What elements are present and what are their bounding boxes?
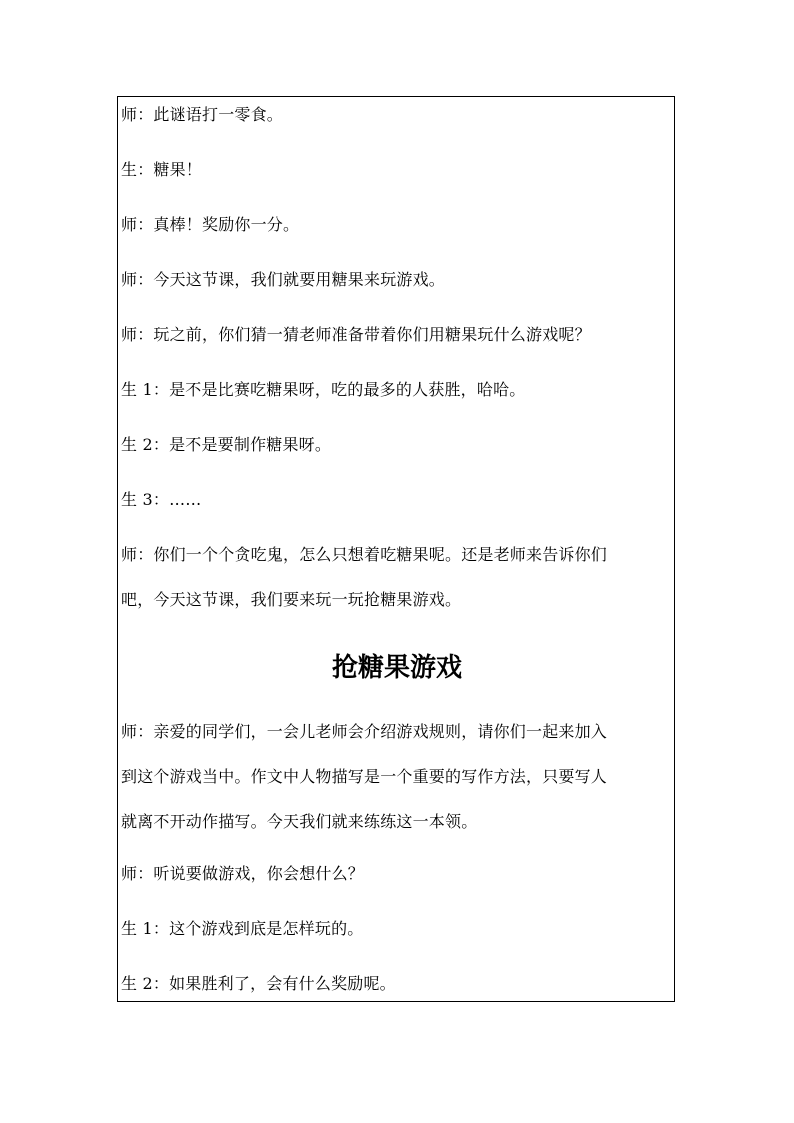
dialogue-line: 师：亲爱的同学们，一会儿老师会介绍游戏规则，请你们一起来加入	[121, 722, 608, 741]
dialogue-line: 生：糖果！	[121, 160, 203, 179]
dialogue-line: 生 2：如果胜利了，会有什么奖励呢。	[121, 974, 396, 993]
dialogue-line: 生 3：……	[121, 490, 202, 509]
document-frame	[117, 96, 675, 1002]
dialogue-line: 师：真棒！奖励你一分。	[121, 215, 300, 234]
dialogue-line: 师：此谜语打一零食。	[121, 105, 284, 124]
dialogue-line: 生 1：这个游戏到底是怎样玩的。	[121, 919, 364, 938]
dialogue-line: 师：今天这节课，我们就要用糖果来玩游戏。	[121, 270, 446, 289]
dialogue-line: 生 2：是不是要制作糖果呀。	[121, 435, 332, 454]
dialogue-line: 吧，今天这节课，我们要来玩一玩抢糖果游戏。	[121, 590, 462, 609]
dialogue-line: 生 1：是不是比赛吃糖果呀，吃的最多的人获胜，哈哈。	[121, 380, 526, 399]
dialogue-line: 就离不开动作描写。今天我们就来练练这一本领。	[121, 812, 478, 831]
dialogue-line: 师：你们一个个贪吃鬼，怎么只想着吃糖果呢。还是老师来告诉你们	[121, 545, 608, 564]
dialogue-line: 师：玩之前，你们猜一猜老师准备带着你们用糖果玩什么游戏呢？	[121, 325, 591, 344]
dialogue-line: 到这个游戏当中。作文中人物描写是一个重要的写作方法，只要写人	[121, 767, 608, 786]
section-heading: 抢糖果游戏	[331, 653, 462, 683]
dialogue-line: 师：听说要做游戏，你会想什么？	[121, 864, 365, 883]
